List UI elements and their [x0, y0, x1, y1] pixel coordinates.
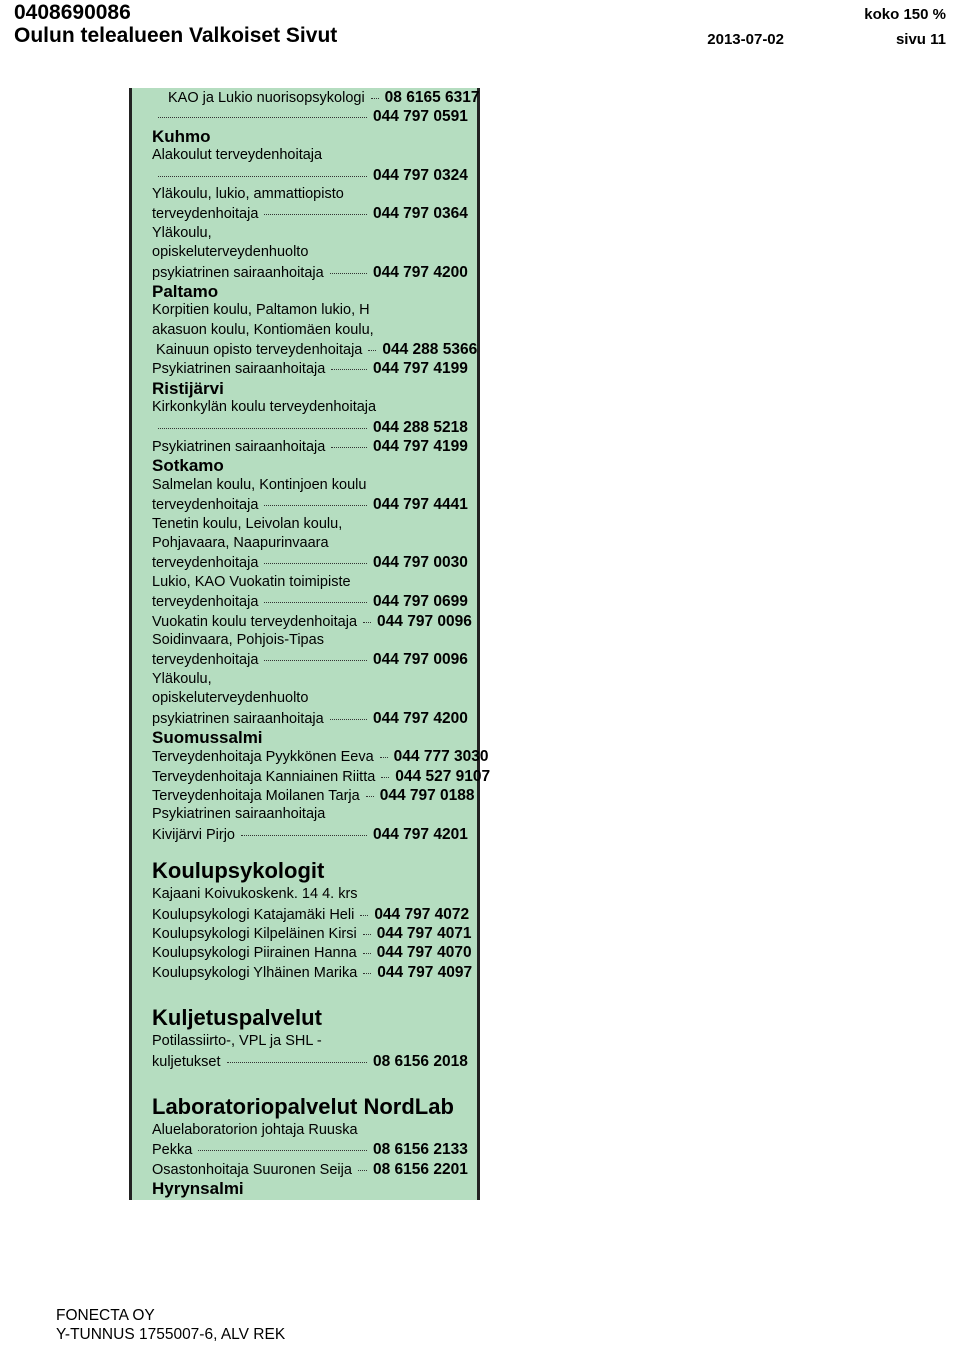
header-phone-number: 0408690086 [14, 1, 131, 24]
section-heading-large: Laboratoriopalvelut NordLab [152, 1093, 454, 1119]
dot-leader [264, 563, 367, 564]
entry-phone: 044 797 4200 [373, 709, 468, 727]
entry-text: Pohjavaara, Naapurinvaara [152, 534, 329, 551]
listing-entry [152, 786, 476, 805]
listing-entry [152, 1052, 476, 1071]
section-heading: Kuhmo [152, 126, 211, 146]
dot-leader [381, 777, 389, 778]
dot-leader [358, 1170, 367, 1171]
entry-phone: 08 6156 2201 [373, 1160, 468, 1178]
entry-phone: 044 797 4199 [373, 360, 468, 378]
spacer [152, 844, 476, 857]
entry-phone: 044 527 9107 [395, 767, 491, 785]
entry-label: Koulupsykologi Piirainen Hanna [152, 945, 357, 962]
listing-entry [152, 553, 476, 572]
section-heading: Hyrynsalmi [152, 1179, 244, 1199]
entry-text: Kajaani Koivukoskenk. 14 4. krs [152, 886, 358, 903]
section-heading: Sotkamo [152, 456, 224, 476]
section-heading: Ristijärvi [152, 378, 224, 398]
listing-entry [152, 963, 476, 982]
spacer [152, 982, 476, 1004]
section-heading: Suomussalmi [152, 727, 263, 747]
entry-text: akasuon koulu, Kontiomäen koulu, [152, 321, 374, 338]
listing-entry [152, 924, 476, 943]
dot-leader [264, 602, 367, 603]
dot-leader [264, 214, 367, 215]
entry-label: Vuokatin koulu terveydenhoitaja [152, 613, 358, 630]
entry-text: Yläkoulu, [152, 224, 212, 241]
entry-phone: 044 797 0591 [373, 108, 468, 126]
dot-leader [158, 428, 367, 429]
dot-leader [371, 98, 379, 99]
entry-phone: 044 797 4071 [376, 925, 472, 943]
entry-label: kuljetukset [152, 1053, 221, 1070]
listing-entry [152, 612, 476, 631]
dot-leader [330, 273, 367, 274]
entry-text: Lukio, KAO Vuokatin toimipiste [152, 573, 351, 590]
header-zoom: koko 150 % [864, 6, 946, 23]
dot-leader [330, 719, 367, 720]
entry-phone: 044 797 4199 [373, 438, 468, 456]
page-footer [56, 1306, 285, 1344]
dot-leader [363, 622, 371, 623]
listing-entry [152, 166, 476, 185]
entry-text: Psykiatrinen sairaanhoitaja [152, 806, 326, 823]
dot-leader [363, 934, 371, 935]
entry-text: Korpitien koulu, Paltamon lukio, H [152, 302, 370, 319]
dot-leader [360, 915, 368, 916]
entry-label: Osastonhoitaja Suuronen Seija [152, 1161, 352, 1178]
dot-leader [264, 660, 367, 661]
dot-leader [264, 505, 367, 506]
entry-phone: 044 797 0699 [373, 593, 468, 611]
dot-leader [158, 176, 367, 177]
listing-entry [152, 263, 476, 282]
dot-leader [363, 973, 371, 974]
footer-business-id: Y-TUNNUS 1755007-6, ALV REK [56, 1326, 286, 1343]
entry-text: opiskeluterveydenhuolto [152, 690, 309, 707]
listing-entry [152, 1160, 476, 1179]
dot-leader [198, 1150, 367, 1151]
entry-label: psykiatrinen sairaanhoitaja [152, 264, 324, 281]
entry-text: Kirkonkylän koulu terveydenhoitaja [152, 399, 377, 416]
dot-leader [366, 796, 374, 797]
entry-phone: 044 797 0364 [373, 205, 468, 223]
listing-entry [152, 650, 476, 669]
header-title: Oulun telealueen Valkoiset Sivut [14, 24, 338, 47]
entry-phone: 044 797 4200 [373, 263, 468, 281]
listing-entry [152, 1140, 476, 1159]
entry-text: Yläkoulu, [152, 670, 212, 687]
dot-leader [368, 350, 376, 351]
entry-phone: 044 797 4441 [373, 496, 468, 514]
dot-leader [158, 117, 367, 118]
entry-label: Psykiatrinen sairaanhoitaja [152, 439, 326, 456]
entry-label: Terveydenhoitaja Pyykkönen Eeva [152, 749, 374, 766]
entry-phone: 044 797 4072 [374, 905, 470, 923]
section-heading-large: Koulupsykologit [152, 858, 325, 884]
entry-text: Aluelaboratorion johtaja Ruuska [152, 1121, 358, 1138]
entry-label: KAO ja Lukio nuorisopsykologi [168, 90, 365, 106]
entry-text: opiskeluterveydenhuolto [152, 244, 309, 261]
listing-entry [152, 767, 491, 786]
dot-leader [331, 369, 367, 370]
entry-phone: 044 777 3030 [393, 748, 489, 766]
entry-phone: 08 6156 2018 [373, 1052, 468, 1070]
entry-phone: 044 797 4097 [377, 963, 473, 981]
entry-phone: 044 797 0188 [379, 787, 475, 805]
entry-phone: 044 797 4070 [376, 944, 472, 962]
section-heading: Paltamo [152, 281, 219, 301]
entry-phone: 044 288 5366 [382, 341, 478, 359]
entry-label: Pekka [152, 1142, 193, 1159]
page-header-left [14, 2, 337, 48]
entry-text: Potilassiirto-, VPL ja SHL - [152, 1033, 322, 1050]
listing-entry [152, 437, 476, 456]
entry-text: Tenetin koulu, Leivolan koulu, [152, 515, 343, 532]
entry-phone: 044 288 5218 [373, 418, 468, 436]
listing-entry [152, 943, 476, 962]
entry-text: Yläkoulu, lukio, ammattiopisto [152, 185, 344, 202]
dot-leader [227, 1062, 367, 1063]
entry-phone: 044 797 0030 [373, 554, 468, 572]
listing-entry [152, 825, 476, 844]
dot-leader [380, 757, 388, 758]
listing-entry [152, 905, 476, 924]
listing-entry [152, 340, 476, 359]
listing-column [152, 88, 491, 1199]
spacer [152, 1071, 476, 1093]
listing-entry [152, 495, 476, 514]
entry-label: Kivijärvi Pirjo [152, 826, 235, 843]
entry-label: terveydenhoitaja [152, 652, 259, 669]
entry-label: Kainuun opisto terveydenhoitaja [156, 342, 363, 359]
entry-text: Soidinvaara, Pohjois-Tipas [152, 631, 324, 648]
entry-label: Koulupsykologi Ylhäinen Marika [152, 964, 358, 981]
listing-entry [152, 359, 476, 378]
entry-label: Koulupsykologi Kilpeläinen Kirsi [152, 926, 357, 943]
entry-label: Terveydenhoitaja Moilanen Tarja [152, 788, 360, 805]
listing-entry [152, 107, 476, 126]
section-heading-large: Kuljetuspalvelut [152, 1005, 322, 1031]
listing-entry [152, 204, 476, 223]
entry-text: Salmelan koulu, Kontinjoen koulu [152, 476, 367, 493]
dot-leader [331, 447, 367, 448]
entry-label: terveydenhoitaja [152, 206, 259, 223]
header-date: 2013-07-02 [707, 31, 784, 48]
entry-label: terveydenhoitaja [152, 594, 259, 611]
listing-entry [152, 747, 489, 766]
listing-entry [152, 418, 476, 437]
entry-label: terveydenhoitaja [152, 497, 259, 514]
entry-phone: 08 6165 6317 [384, 89, 480, 106]
header-page-number: sivu 11 [895, 31, 946, 48]
entry-text: Alakoulut terveydenhoitaja [152, 147, 323, 164]
dot-leader [363, 953, 371, 954]
entry-phone: 044 797 0096 [373, 651, 468, 669]
listing-entry [152, 709, 476, 728]
listing-entry [152, 592, 476, 611]
entry-label: Terveydenhoitaja Kanniainen Riitta [152, 768, 376, 785]
entry-label: Koulupsykologi Katajamäki Heli [152, 906, 355, 923]
footer-company: FONECTA OY [56, 1307, 155, 1324]
entry-phone: 044 797 0324 [373, 166, 468, 184]
entry-label: psykiatrinen sairaanhoitaja [152, 710, 324, 727]
entry-phone: 044 797 0096 [377, 612, 472, 630]
entry-label: terveydenhoitaja [152, 555, 259, 572]
entry-phone: 08 6156 2133 [373, 1141, 468, 1159]
listing-entry [152, 88, 480, 107]
entry-label: Psykiatrinen sairaanhoitaja [152, 361, 326, 378]
entry-phone: 044 797 4201 [373, 825, 468, 843]
dot-leader [241, 835, 367, 836]
